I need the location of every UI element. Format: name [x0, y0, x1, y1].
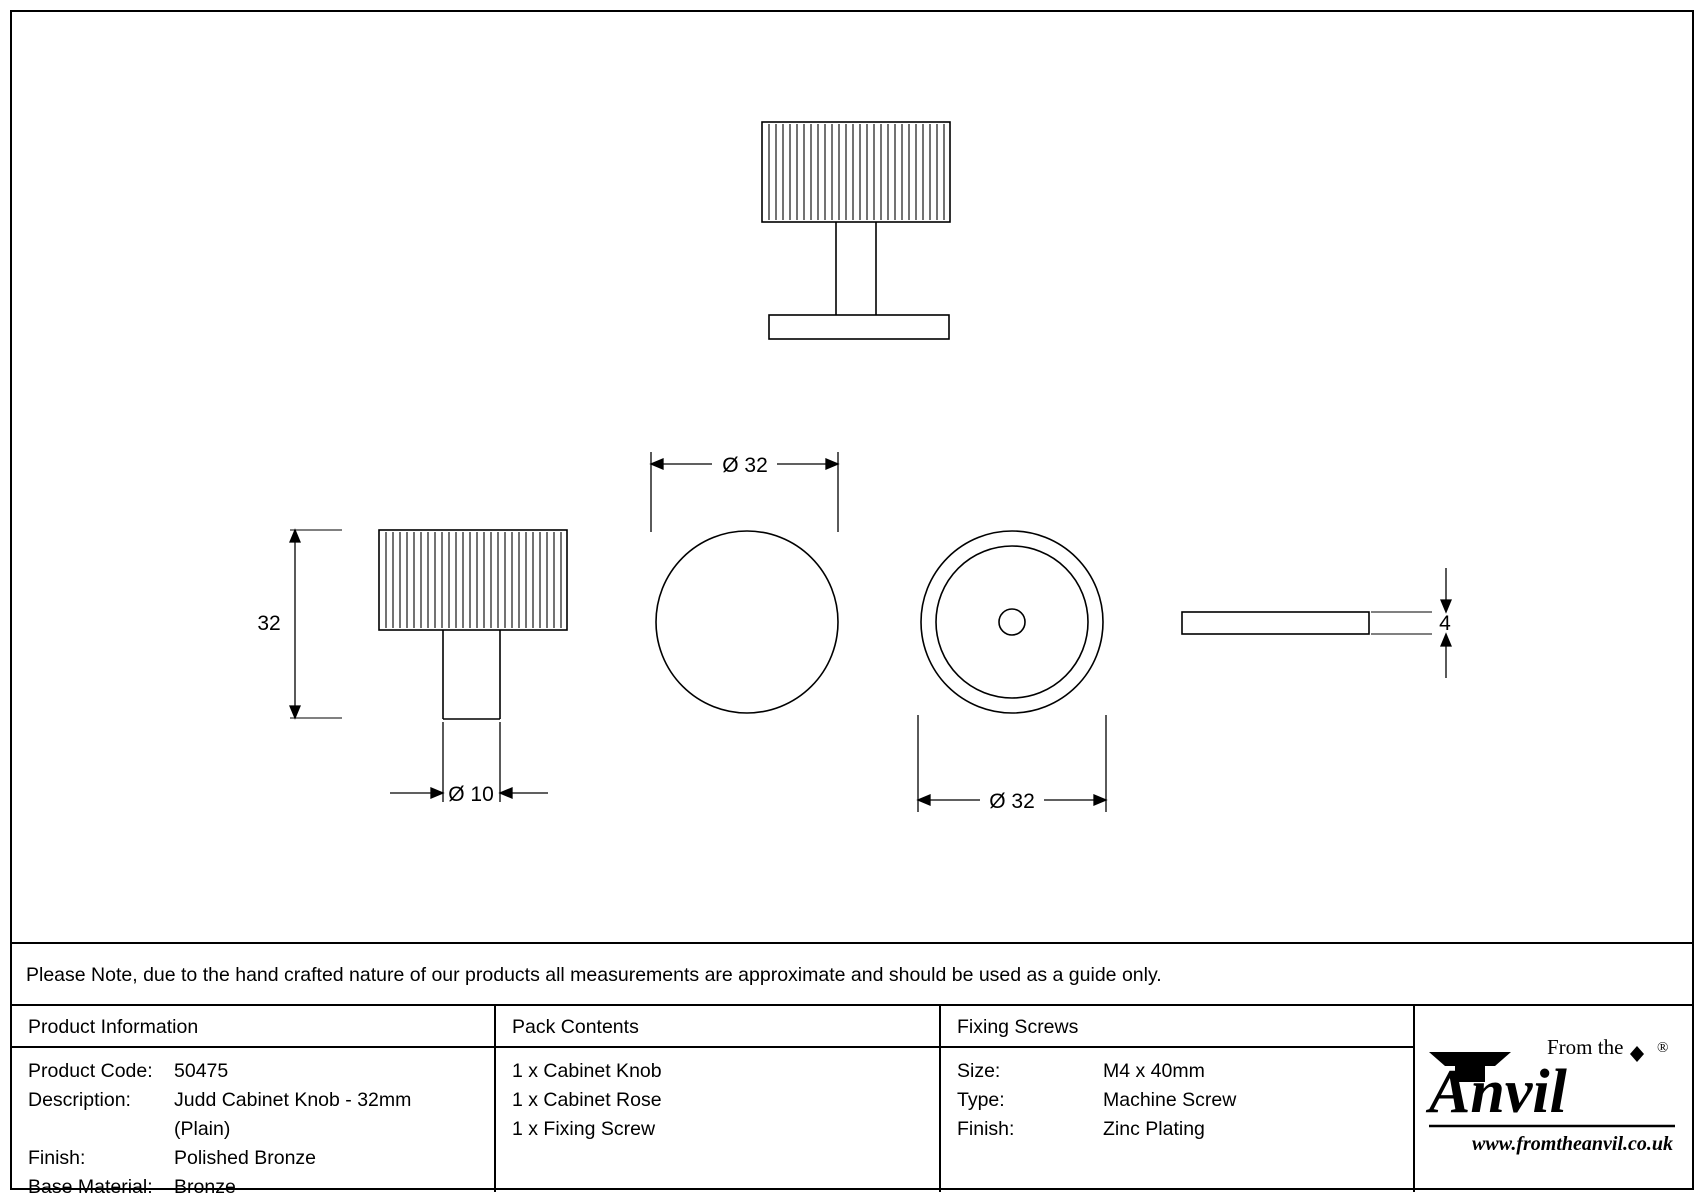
dimension-stem-diameter: [390, 722, 548, 806]
dimension-knob-diameter: [651, 452, 838, 532]
drawing-sheet: [10, 10, 1694, 1198]
anvil-logo-svg: [1425, 1030, 1683, 1170]
note-bar: [12, 942, 1692, 1004]
pack-item-2: 1 x Cabinet Rose: [512, 1089, 662, 1111]
fixing-screws-column: [941, 1006, 1415, 1192]
pack-contents-header: [496, 1006, 939, 1048]
dimension-height-label: 32: [257, 612, 281, 635]
information-bar: [12, 1004, 1692, 1198]
dimension-height: [257, 530, 342, 718]
pack-contents-rows: [496, 1048, 939, 1143]
pack-contents-title: Pack Contents: [512, 1016, 639, 1038]
knob-top-elevation: [762, 122, 950, 339]
description-value: Judd Cabinet Knob - 32mm: [174, 1089, 412, 1111]
dimension-rose-diameter-label: Ø 32: [989, 790, 1035, 813]
pack-item-3: 1 x Fixing Screw: [512, 1118, 656, 1140]
knob-front-circle: [656, 531, 838, 713]
product-information-rows: [12, 1048, 494, 1201]
fixing-screws-rows: [941, 1048, 1413, 1143]
dimension-rose-thickness: [1371, 568, 1451, 678]
measurement-note: Please Note, due to the hand crafted nature of our products all measurements are approximate and should be used as a guide only.: [26, 964, 1162, 986]
rose-edge-view: [1182, 612, 1369, 634]
dimension-rose-thickness-label: 4: [1439, 612, 1451, 635]
product-information-column: [12, 1006, 496, 1198]
base-material-label: Base Material:: [28, 1176, 153, 1198]
pack-item-1: 1 x Cabinet Knob: [512, 1060, 662, 1082]
description-label: Description:: [28, 1089, 131, 1111]
table-row: [12, 1114, 494, 1143]
screw-finish-value: Zinc Plating: [1103, 1118, 1205, 1140]
dimension-stem-diameter-label: Ø 10: [448, 783, 494, 806]
brand-logo-column: [1415, 1006, 1692, 1192]
finish-label: Finish:: [28, 1147, 86, 1169]
screw-type-label: Type:: [957, 1089, 1005, 1111]
fixing-screws-header: [941, 1006, 1413, 1048]
table-row: [12, 1143, 494, 1172]
table-row: [941, 1114, 1413, 1143]
diamond-icon: [1630, 1046, 1644, 1062]
table-row: [12, 1085, 494, 1114]
finish-value: Polished Bronze: [174, 1147, 317, 1169]
product-information-title: Product Information: [28, 1016, 199, 1038]
description-value-continued: (Plain): [174, 1118, 231, 1140]
list-item: [496, 1056, 939, 1085]
screw-finish-label: Finish:: [957, 1118, 1015, 1140]
dimension-rose-diameter: [918, 715, 1106, 813]
product-code-label: Product Code:: [28, 1060, 153, 1082]
dimension-knob-diameter-label: Ø 32: [722, 454, 768, 477]
base-material-value: Bronze: [174, 1176, 236, 1198]
pack-contents-column: [496, 1006, 941, 1192]
logo-url: www.fromtheanvil.co.uk: [1472, 1133, 1673, 1155]
product-code-value: 50475: [174, 1060, 229, 1082]
logo-top-line: From the: [1547, 1035, 1624, 1059]
table-row: [12, 1056, 494, 1085]
list-item: [496, 1085, 939, 1114]
brand-logo: [1415, 1006, 1692, 1192]
screw-size-label: Size:: [957, 1060, 1001, 1082]
knob-side-elevation: [379, 530, 567, 719]
product-information-header: [12, 1006, 494, 1048]
table-row: [941, 1056, 1413, 1085]
table-row: [12, 1172, 494, 1201]
logo-wordmark: Anvil: [1429, 1058, 1567, 1126]
registered-mark: ®: [1657, 1040, 1669, 1056]
table-row: [941, 1085, 1413, 1114]
screw-type-value: Machine Screw: [1103, 1089, 1237, 1111]
fixing-screws-title: Fixing Screws: [957, 1016, 1079, 1038]
list-item: [496, 1114, 939, 1143]
technical-drawing-area: [12, 12, 1692, 942]
screw-size-value: M4 x 40mm: [1103, 1060, 1205, 1082]
rose-front-view: [921, 531, 1103, 713]
